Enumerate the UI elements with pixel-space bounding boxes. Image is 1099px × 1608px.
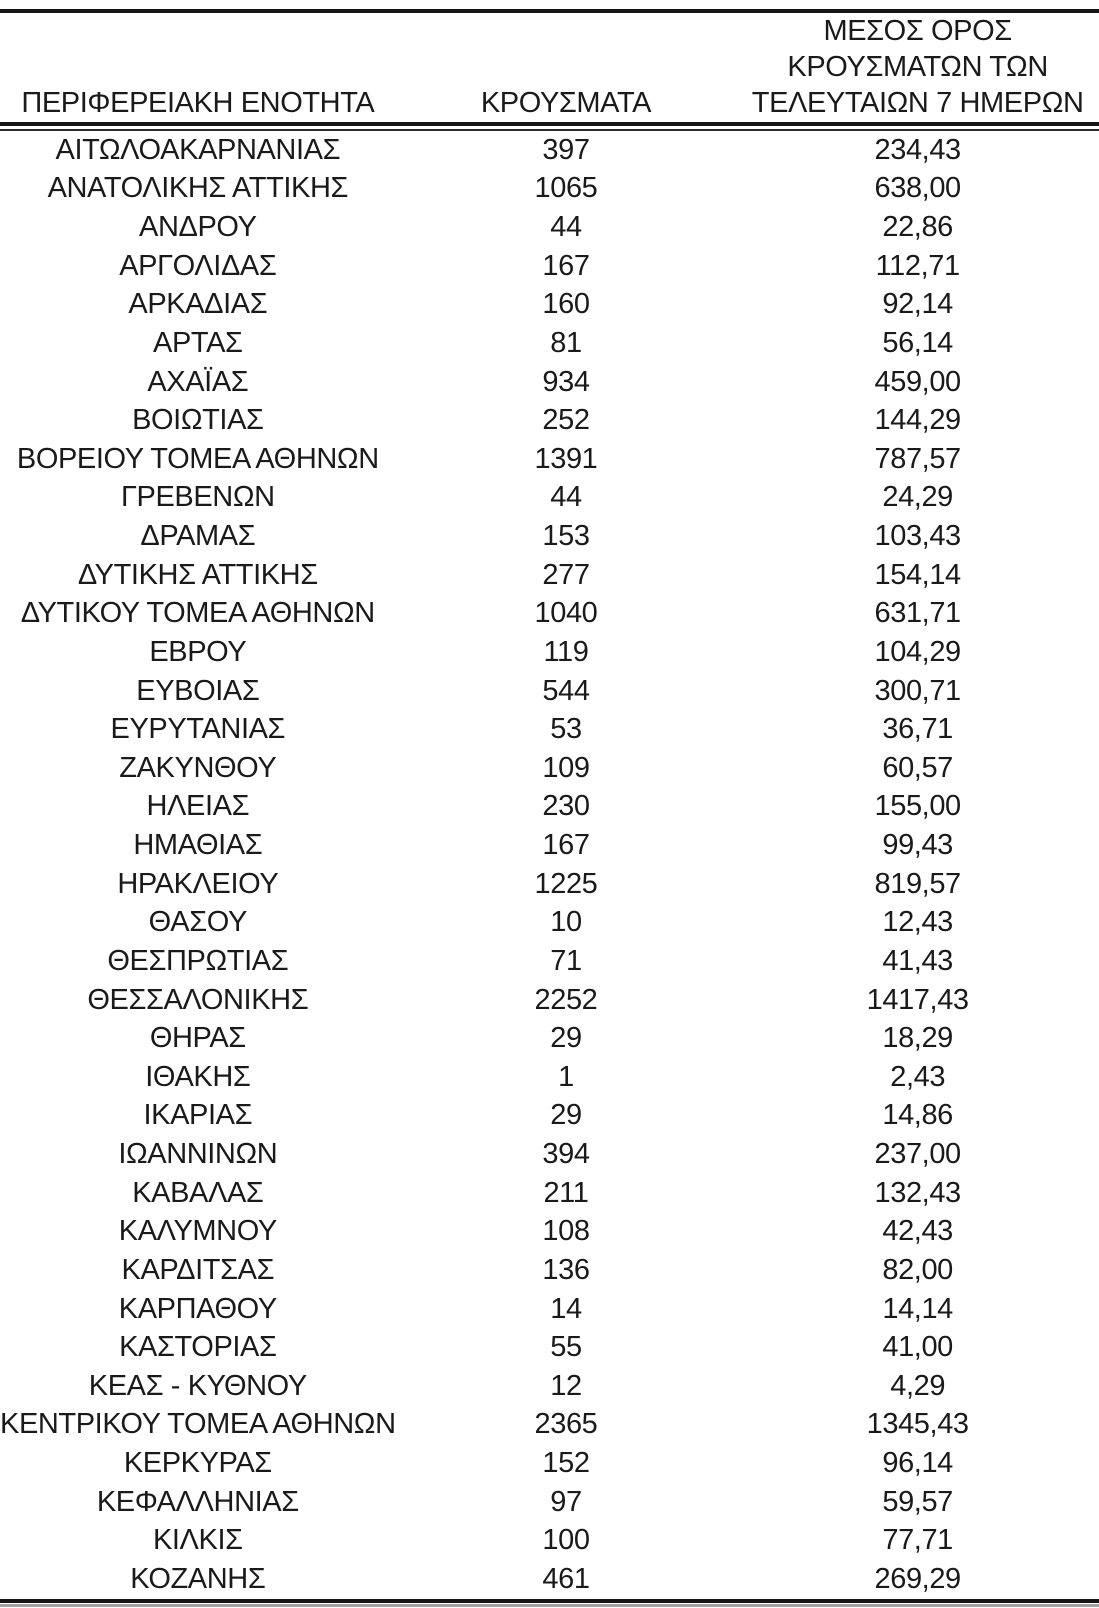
avg-7day-value-cell: 41,00	[882, 1331, 953, 1364]
avg-7day-value-cell: 36,71	[882, 713, 953, 746]
region-name-cell: ΚΑΡΔΙΤΣΑΣ	[121, 1253, 275, 1286]
cases-value-cell: 153	[542, 520, 590, 553]
region-name-cell: ΙΘΑΚΗΣ	[145, 1060, 251, 1093]
region-name-cell: ΔΡΑΜΑΣ	[140, 520, 256, 553]
region-name-cell: ΑΝΔΡΟΥ	[139, 211, 257, 244]
table-row	[0, 1019, 1099, 1058]
region-name-cell: ΚΕΡΚΥΡΑΣ	[123, 1447, 272, 1480]
region-name-cell: ΘΑΣΟΥ	[148, 906, 247, 939]
avg-7day-value-cell: 1417,43	[866, 983, 969, 1016]
table-bottom-rule-gray	[0, 1604, 1099, 1607]
region-name-cell: ΖΑΚΥΝΘΟΥ	[119, 751, 277, 784]
table-row	[0, 324, 1099, 363]
cases-value-cell: 55	[550, 1331, 582, 1364]
cases-value-cell: 934	[542, 365, 590, 398]
table-row	[0, 865, 1099, 904]
region-name-cell: ΘΗΡΑΣ	[149, 1022, 246, 1055]
region-name-cell: ΚΑΡΠΑΘΟΥ	[118, 1292, 277, 1325]
avg-7day-value-cell: 60,57	[882, 751, 953, 784]
table-row	[0, 1367, 1099, 1406]
table-row	[0, 401, 1099, 440]
table-row	[0, 595, 1099, 634]
region-name-cell: ΒΟΡΕΙΟΥ ΤΟΜΕΑ ΑΘΗΝΩΝ	[16, 442, 379, 475]
cases-value-cell: 461	[542, 1562, 590, 1595]
table-row	[0, 1290, 1099, 1329]
table-row	[0, 1251, 1099, 1290]
region-name-cell: ΘΕΣΣΑΛΟΝΙΚΗΣ	[87, 983, 309, 1016]
region-name-cell: ΓΡΕΒΕΝΩΝ	[120, 481, 275, 514]
table-row	[0, 1560, 1099, 1599]
region-name-cell: ΗΛΕΙΑΣ	[146, 790, 250, 823]
cases-value-cell: 1065	[534, 172, 598, 205]
avg-7day-value-cell: 77,71	[882, 1524, 953, 1557]
region-name-cell: ΚΟΖΑΝΗΣ	[130, 1562, 266, 1595]
region-name-cell: ΚΕΑΣ - ΚΥΘΝΟΥ	[88, 1369, 307, 1402]
table-row	[0, 1213, 1099, 1252]
avg-7day-value-cell: 819,57	[874, 867, 961, 900]
region-name-cell: ΚΕΝΤΡΙΚΟΥ ΤΟΜΕΑ ΑΘΗΝΩΝ	[0, 1408, 396, 1441]
table-row	[0, 1174, 1099, 1213]
table-row	[0, 208, 1099, 247]
avg-7day-value-cell: 132,43	[874, 1176, 961, 1209]
cases-value-cell: 1225	[534, 867, 598, 900]
cases-value-cell: 211	[543, 1176, 589, 1209]
header-separator-rule-thick	[0, 122, 1099, 126]
avg-7day-value-cell: 41,43	[882, 944, 953, 977]
avg-7day-value-cell: 14,14	[882, 1292, 953, 1325]
cases-value-cell: 1391	[534, 442, 598, 475]
region-name-cell: ΑΡΓΟΛΙΔΑΣ	[119, 249, 277, 282]
cases-value-cell: 394	[542, 1138, 590, 1171]
cases-value-cell: 119	[543, 635, 589, 668]
avg-7day-value-cell: 103,43	[874, 520, 961, 553]
cases-value-cell: 1040	[534, 597, 598, 630]
avg-7day-value-cell: 104,29	[874, 635, 961, 668]
avg-7day-value-cell: 638,00	[874, 172, 961, 205]
cases-value-cell: 97	[550, 1485, 582, 1518]
avg-7day-value-cell: 59,57	[882, 1485, 953, 1518]
cases-value-cell: 230	[542, 790, 590, 823]
cases-value-cell: 152	[542, 1447, 590, 1480]
cases-value-cell: 160	[542, 288, 590, 321]
avg-7day-value-cell: 4,29	[890, 1369, 946, 1402]
avg-7day-value-cell: 96,14	[882, 1447, 953, 1480]
table-row	[0, 247, 1099, 286]
region-name-cell: ΑΡΚΑΔΙΑΣ	[128, 288, 268, 321]
table-row	[0, 672, 1099, 711]
avg-7day-value-cell: 787,57	[874, 442, 961, 475]
avg-7day-value-cell: 92,14	[882, 288, 953, 321]
cases-value-cell: 12	[550, 1369, 582, 1402]
cases-value-cell: 81	[550, 326, 582, 359]
column-header-region: ΠΕΡΙΦΕΡΕΙΑΚΗ ΕΝΟΤΗΤΑ	[21, 87, 375, 119]
avg-7day-value-cell: 459,00	[874, 365, 961, 398]
region-name-cell: ΑΝΑΤΟΛΙΚΗΣ ΑΤΤΙΚΗΣ	[47, 172, 349, 205]
column-header-avg-7day	[736, 13, 1099, 123]
cases-value-cell: 14	[550, 1292, 582, 1325]
avg-7day-value-cell: 24,29	[882, 481, 953, 514]
cases-value-cell: 397	[542, 133, 590, 166]
column-header-cases: ΚΡΟΥΣΜΑΤΑ	[480, 87, 652, 119]
table-row	[0, 286, 1099, 325]
cases-value-cell: 2252	[534, 983, 598, 1016]
avg-7day-value-cell: 82,00	[882, 1253, 953, 1286]
avg-7day-value-cell: 18,29	[882, 1022, 953, 1055]
column-header-avg-7day-line1: ΜΕΣΟΣ ΟΡΟΣ	[823, 15, 1012, 47]
avg-7day-value-cell: 112,71	[875, 249, 960, 282]
cases-value-cell: 2365	[534, 1408, 598, 1441]
avg-7day-value-cell: 300,71	[874, 674, 961, 707]
table-row	[0, 942, 1099, 981]
table-row	[0, 904, 1099, 943]
region-name-cell: ΙΚΑΡΙΑΣ	[143, 1099, 253, 1132]
table-row	[0, 1406, 1099, 1445]
cases-value-cell: 544	[542, 674, 590, 707]
table-row	[0, 633, 1099, 672]
region-name-cell: ΘΕΣΠΡΩΤΙΑΣ	[107, 944, 289, 977]
table-row	[0, 440, 1099, 479]
cases-value-cell: 109	[542, 751, 590, 784]
cases-value-cell: 44	[550, 481, 582, 514]
table-row	[0, 1483, 1099, 1522]
table-row	[0, 1135, 1099, 1174]
table-row	[0, 788, 1099, 827]
region-name-cell: ΙΩΑΝΝΙΝΩΝ	[118, 1138, 278, 1171]
table-row	[0, 749, 1099, 788]
avg-7day-value-cell: 234,43	[874, 133, 961, 166]
region-name-cell: ΚΙΛΚΙΣ	[152, 1524, 243, 1557]
cases-value-cell: 53	[550, 713, 582, 746]
column-header-avg-7day-line3: ΤΕΛΕΥΤΑΙΩΝ 7 ΗΜΕΡΩΝ	[751, 87, 1084, 119]
cases-value-cell: 100	[542, 1524, 590, 1557]
avg-7day-value-cell: 14,86	[882, 1099, 953, 1132]
table-row	[0, 556, 1099, 595]
region-name-cell: ΑΧΑΪΑΣ	[147, 365, 249, 398]
region-name-cell: ΚΑΒΑΛΑΣ	[132, 1176, 264, 1209]
table-row	[0, 479, 1099, 518]
table-bottom-rule-dark	[0, 1599, 1099, 1603]
region-name-cell: ΕΥΡΥΤΑΝΙΑΣ	[110, 713, 286, 746]
avg-7day-value-cell: 1345,43	[866, 1408, 969, 1441]
avg-7day-value-cell: 99,43	[882, 829, 953, 862]
region-name-cell: ΗΜΑΘΙΑΣ	[133, 829, 263, 862]
table-row	[0, 1097, 1099, 1136]
cases-value-cell: 252	[542, 404, 590, 437]
table-row	[0, 517, 1099, 556]
table-header-row	[0, 13, 1099, 122]
table-row	[0, 826, 1099, 865]
table-row	[0, 1328, 1099, 1367]
region-name-cell: ΑΙΤΩΛΟΑΚΑΡΝΑΝΙΑΣ	[55, 133, 341, 166]
avg-7day-value-cell: 144,29	[874, 404, 961, 437]
cases-value-cell: 29	[550, 1022, 582, 1055]
table-row	[0, 363, 1099, 402]
table-row	[0, 131, 1099, 170]
table-row	[0, 1058, 1099, 1097]
region-name-cell: ΗΡΑΚΛΕΙΟΥ	[117, 867, 279, 900]
table-row	[0, 1444, 1099, 1483]
avg-7day-value-cell: 12,43	[882, 906, 953, 939]
region-name-cell: ΔΥΤΙΚΗΣ ΑΤΤΙΚΗΣ	[77, 558, 318, 591]
avg-7day-value-cell: 2,43	[890, 1060, 946, 1093]
table-row	[0, 981, 1099, 1020]
avg-7day-value-cell: 42,43	[882, 1215, 953, 1248]
avg-7day-value-cell: 155,00	[874, 790, 961, 823]
region-name-cell: ΕΥΒΟΙΑΣ	[136, 674, 260, 707]
avg-7day-value-cell: 22,86	[882, 211, 953, 244]
cases-value-cell: 167	[542, 249, 590, 282]
avg-7day-value-cell: 269,29	[874, 1562, 961, 1595]
cases-value-cell: 136	[542, 1253, 590, 1286]
cases-value-cell: 108	[542, 1215, 590, 1248]
avg-7day-value-cell: 154,14	[874, 558, 961, 591]
cases-value-cell: 29	[550, 1099, 582, 1132]
region-name-cell: ΑΡΤΑΣ	[153, 326, 243, 359]
cases-value-cell: 10	[550, 906, 582, 939]
cases-value-cell: 44	[550, 211, 582, 244]
region-name-cell: ΚΕΦΑΛΛΗΝΙΑΣ	[96, 1485, 299, 1518]
avg-7day-value-cell: 631,71	[874, 597, 961, 630]
table-body	[0, 131, 1099, 1599]
cases-value-cell: 71	[550, 944, 582, 977]
region-name-cell: ΒΟΙΩΤΙΑΣ	[132, 404, 264, 437]
cases-value-cell: 167	[542, 829, 590, 862]
avg-7day-value-cell: 237,00	[874, 1138, 961, 1171]
table-row	[0, 1522, 1099, 1561]
table-row	[0, 710, 1099, 749]
cases-value-cell: 1	[558, 1060, 574, 1093]
avg-7day-value-cell: 56,14	[882, 326, 953, 359]
region-name-cell: ΕΒΡΟΥ	[149, 635, 247, 668]
column-header-avg-7day-line2: ΚΡΟΥΣΜΑΤΩΝ ΤΩΝ	[787, 51, 1048, 83]
region-name-cell: ΔΥΤΙΚΟΥ ΤΟΜΕΑ ΑΘΗΝΩΝ	[20, 597, 375, 630]
table-row	[0, 170, 1099, 209]
region-name-cell: ΚΑΣΤΟΡΙΑΣ	[119, 1331, 277, 1364]
cases-value-cell: 277	[542, 558, 590, 591]
region-name-cell: ΚΑΛΥΜΝΟΥ	[118, 1215, 277, 1248]
